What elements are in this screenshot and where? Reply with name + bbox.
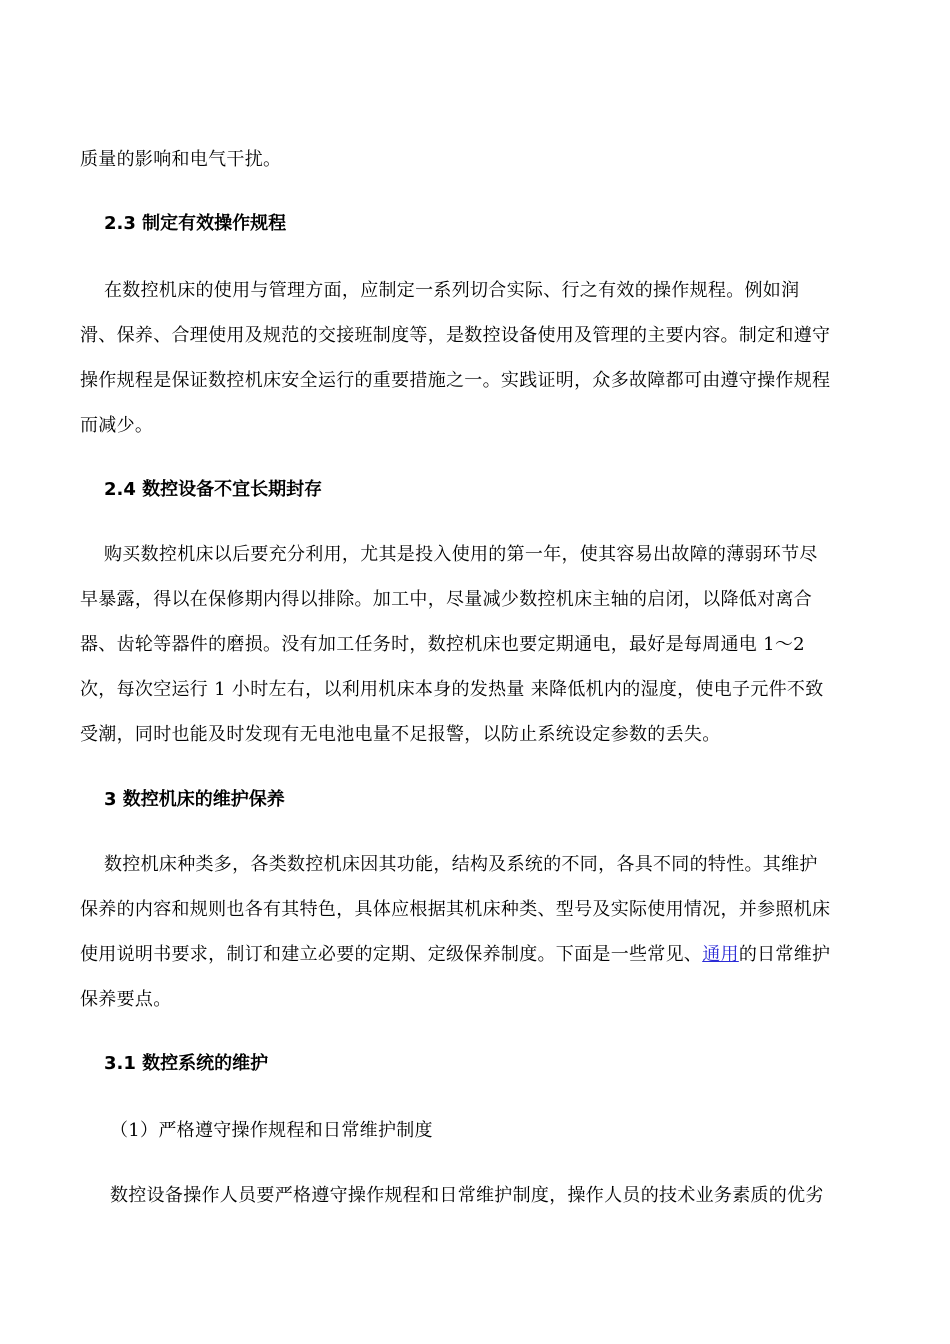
paragraph-line: 数控机床种类多，各类数控机床因其功能，结构及系统的不同，各具不同的特性。其维护 bbox=[104, 854, 818, 875]
paragraph-line: 受潮，同时也能及时发现有无电池电量不足报警，以防止系统设定参数的丢失。 bbox=[80, 724, 721, 745]
section-heading-2-3: 2.3 制定有效操作规程 bbox=[104, 213, 287, 234]
paragraph-line: 早暴露，得以在保修期内得以排除。加工中，尽量减少数控机床主轴的启闭，以降低对离合 bbox=[80, 589, 812, 610]
paragraph-line: 操作规程是保证数控机床安全运行的重要措施之一。实践证明，众多故障都可由遵守操作规程 bbox=[80, 370, 831, 391]
paragraph-line: 购买数控机床以后要充分利用，尤其是投入使用的第一年，使其容易出故障的薄弱环节尽 bbox=[104, 544, 818, 565]
general-link[interactable]: 通用 bbox=[702, 944, 739, 965]
paragraph-text: 的日常维护 bbox=[738, 944, 831, 965]
paragraph-line: 保养的内容和规则也各有其特色，具体应根据其机床种类、型号及实际使用情况，并参照机床 bbox=[80, 899, 831, 920]
paragraph-line: 滑、保养、合理使用及规范的交接班制度等，是数控设备使用及管理的主要内容。制定和遵守 bbox=[80, 325, 831, 346]
sub-item-title: （1）严格遵守操作规程和日常维护制度 bbox=[110, 1120, 433, 1141]
paragraph-line: 数控设备操作人员要严格遵守操作规程和日常维护制度，操作人员的技术业务素质的优劣 bbox=[110, 1185, 824, 1206]
section-heading-3-1: 3.1 数控系统的维护 bbox=[104, 1053, 269, 1074]
paragraph-line: 次，每次空运行 1 小时左右，以利用机床本身的发热量 来降低机内的湿度，使电子元件不致 bbox=[80, 679, 824, 700]
paragraph-line: 在数控机床的使用与管理方面，应制定一系列切合实际、行之有效的操作规程。例如润 bbox=[104, 280, 800, 301]
section-heading-3: 3 数控机床的维护保养 bbox=[104, 789, 285, 810]
paragraph-line: 器、齿轮等器件的磨损。没有加工任务时，数控机床也要定期通电，最好是每周通电 1～2 bbox=[80, 634, 805, 655]
paragraph-line: 质量的影响和电气干扰。 bbox=[80, 149, 282, 170]
paragraph-line: 保养要点。 bbox=[80, 989, 172, 1010]
paragraph-line-with-link bbox=[80, 943, 830, 967]
paragraph-text: 使用说明书要求，制订和建立必要的定期、定级保养制度。下面是一些常见、 bbox=[80, 944, 703, 965]
section-heading-2-4: 2.4 数控设备不宜长期封存 bbox=[104, 479, 323, 500]
paragraph-line: 而减少。 bbox=[80, 415, 154, 436]
